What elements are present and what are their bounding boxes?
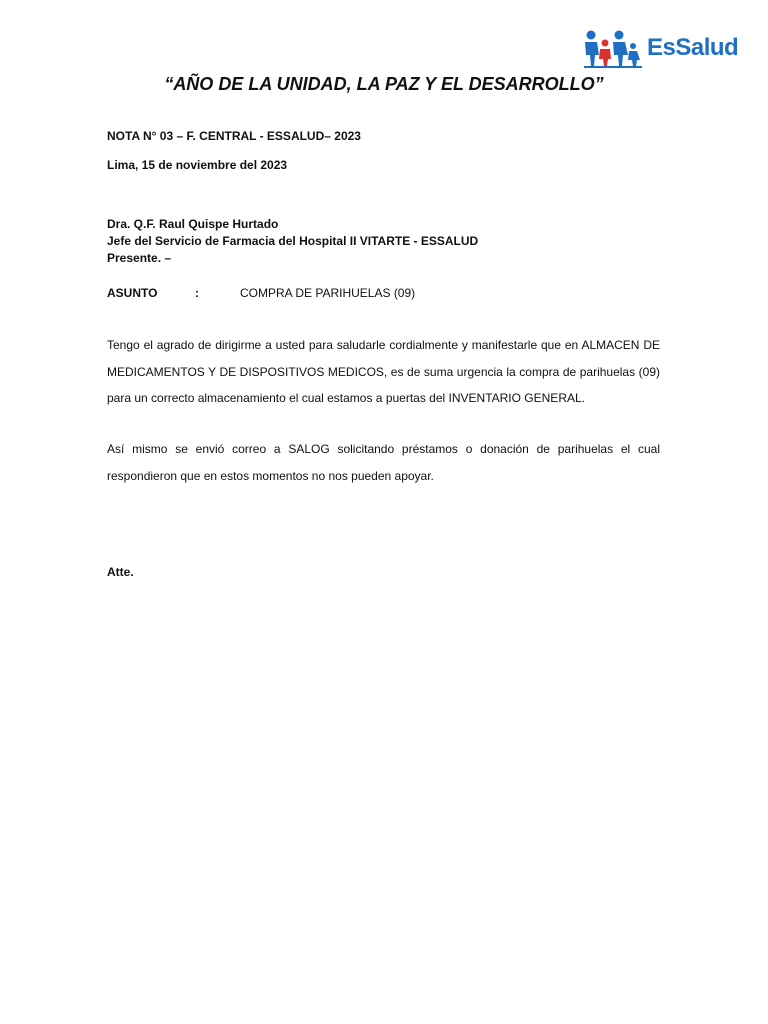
recipient-presente: Presente. – <box>107 251 172 265</box>
subject-text: COMPRA DE PARIHUELAS (09) <box>240 286 416 300</box>
essalud-logo <box>582 28 752 68</box>
note-number: NOTA N° 03 – F. CENTRAL - ESSALUD– 2023 <box>107 129 361 143</box>
place-date: Lima, 15 de noviembre del 2023 <box>107 158 288 172</box>
closing: Atte. <box>107 565 134 579</box>
body-paragraph-1: Tengo el agrado de dirigirme a usted para saludarle cordialmente y manifestarle que en ALMACEN DE MEDICAMENTOS Y DE DISPOSITIVOS MEDICOS, es de suma urgencia la compra de parihuelas (09) para un correcto almacenamiento el cual estamos a puertas del INVENTARIO GENERAL. <box>107 338 660 405</box>
body-paragraph-2: Así mismo se envió correo a SALOG solicitando préstamos o donación de parihuelas el cual respondieron que en estos momentos no nos pueden apoyar. <box>107 442 660 483</box>
logo-text: EsSalud <box>647 34 739 61</box>
subject-colon: : <box>195 286 199 300</box>
year-motto: “AÑO DE LA UNIDAD, LA PAZ Y EL DESARROLLO” <box>164 74 604 94</box>
recipient-position: Jefe del Servicio de Farmacia del Hospital II VITARTE - ESSALUD <box>107 234 479 248</box>
subject-label: ASUNTO <box>107 286 158 300</box>
recipient-name: Dra. Q.F. Raul Quispe Hurtado <box>107 217 279 231</box>
family-figures-icon <box>582 28 646 68</box>
